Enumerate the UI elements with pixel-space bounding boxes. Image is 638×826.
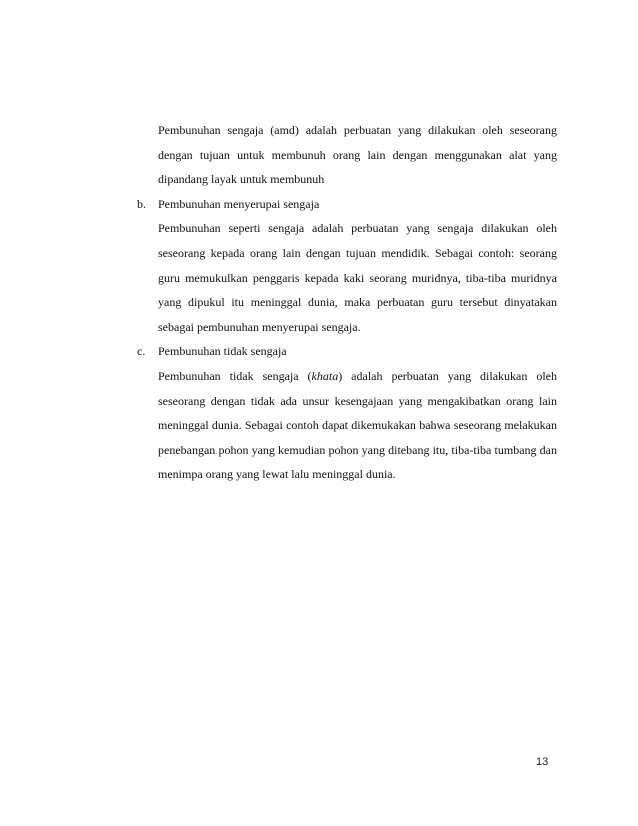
list-item-title: Pembunuhan menyerupai sengaja <box>158 196 320 211</box>
page-number: 13 <box>536 756 549 768</box>
list-marker: c. <box>137 344 146 359</box>
list-item-body: Pembunuhan seperti sengaja adalah perbuatan yang sengaja dilakukan oleh seseorang kepada orang lain dengan tujuan mendidik. Sebagai contoh: seorang guru memukulkan penggaris kepada kaki seorang muridnya, tiba-tiba muridnya yang dipukul itu meninggal dunia, maka perbuatan guru tersebut dinyatakan sebagai pembunuhan menyerupai sengaja. <box>158 221 557 334</box>
document-body <box>137 118 557 487</box>
body-text: Pembunuhan tidak sengaja ( <box>158 368 312 383</box>
italic-term: khata <box>311 368 339 383</box>
body-text: ) adalah perbuatan yang dilakukan oleh seseorang dengan tidak ada unsur kesengajaan yang mengakibatkan orang lain meninggal dunia. Sebagai contoh dapat dikemukakan bahwa seseorang melakukan penebangan pohon yang kemudian pohon yang ditebang itu, tiba-tiba tumbang dan menimpa orang yang lewat lalu meninggal dunia. <box>158 368 557 482</box>
list-marker: b. <box>137 196 146 211</box>
intro-paragraph: Pembunuhan sengaja (amd) adalah perbuatan yang dilakukan oleh seseorang dengan tujuan untuk membunuh orang lain dengan menggunakan alat yang dipandang layak untuk membunuh <box>158 123 557 187</box>
list-item-body <box>137 364 557 487</box>
list-item-heading <box>137 192 557 217</box>
list-item-title: Pembunuhan tidak sengaja <box>158 344 287 359</box>
list-item-heading <box>137 339 557 364</box>
